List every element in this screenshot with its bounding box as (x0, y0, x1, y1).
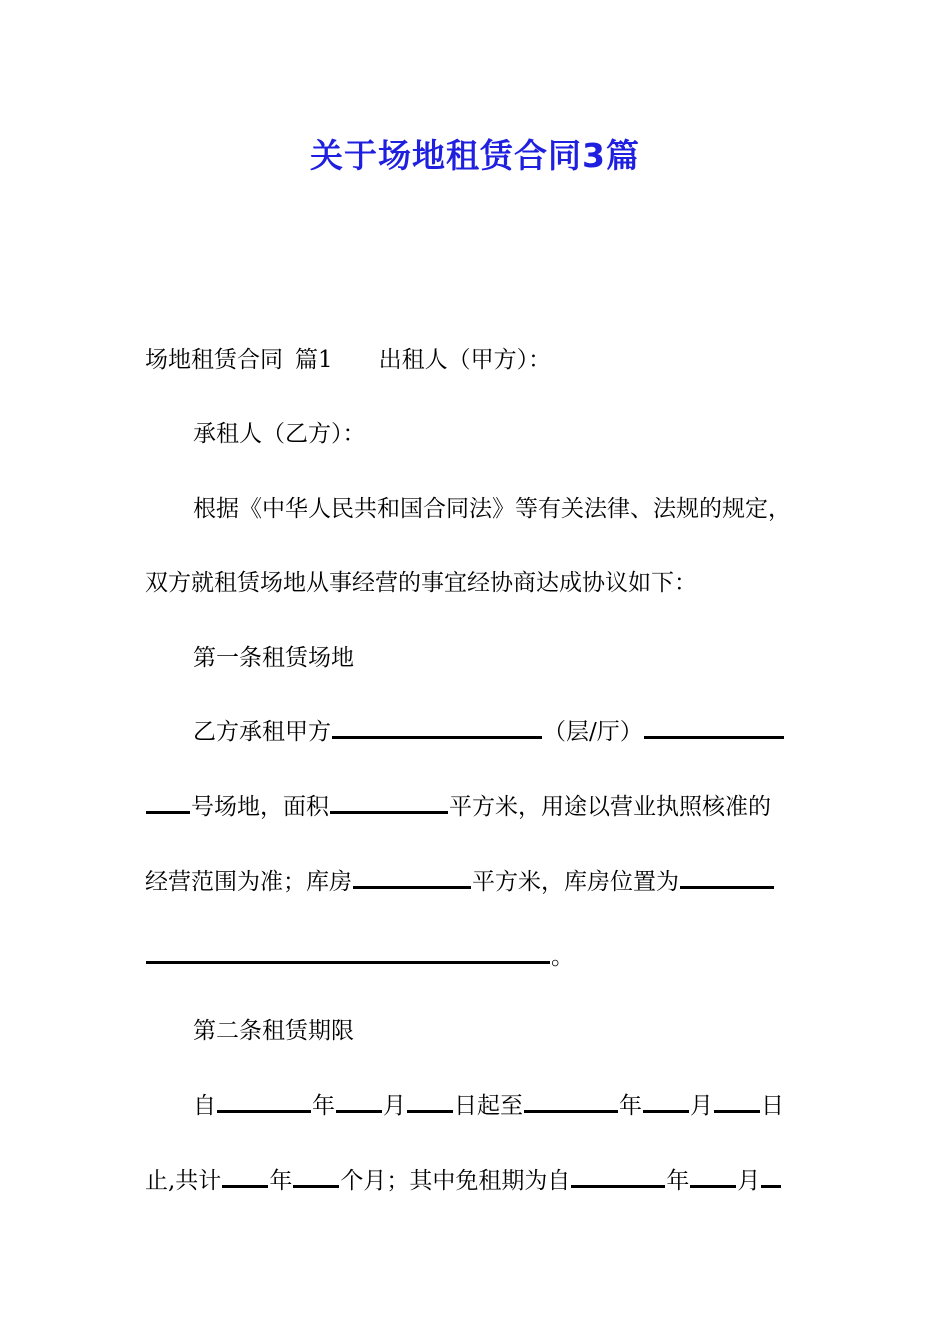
article2-text-12: 月 (737, 1168, 761, 1194)
article2-text-9: 年 (269, 1168, 293, 1194)
blank-start-year[interactable] (217, 1092, 311, 1113)
article2-text-5: 年 (619, 1093, 642, 1119)
blank-storage-area[interactable] (353, 868, 471, 889)
article2-text-7: 日 (761, 1093, 784, 1119)
blank-start-month[interactable] (336, 1092, 382, 1113)
heading-number: 篇1 (295, 347, 333, 373)
blank-area[interactable] (330, 793, 448, 814)
article1-text-3: 号场地，面积 (191, 794, 329, 820)
lessor-label: 出租人（甲方）： (378, 347, 552, 373)
article1-title (193, 644, 354, 672)
article1-line-1 (193, 718, 785, 746)
blank-free-start-day[interactable] (761, 1167, 781, 1188)
blank-end-year[interactable] (524, 1092, 618, 1113)
intro-text-2: 双方就租赁场地从事经营的事宜经协商达成协议如下： (145, 570, 697, 596)
article1-text-6: 平方米，库房位置为 (472, 869, 679, 895)
heading-line (145, 346, 551, 374)
blank-free-start-month[interactable] (690, 1167, 736, 1188)
article1-title-text: 第一条租赁场地 (193, 645, 354, 671)
blank-end-day[interactable] (714, 1092, 760, 1113)
article2-text-3: 月 (383, 1093, 406, 1119)
article2-line-1 (193, 1092, 784, 1120)
lessee-line (193, 420, 366, 448)
blank-floor[interactable] (332, 718, 542, 739)
document-title: 关于场地租赁合同3篇 (310, 136, 640, 175)
article2-line-2 (145, 1167, 782, 1195)
intro-line-1 (193, 495, 791, 523)
lessee-label: 承租人（乙方）： (193, 421, 366, 447)
blank-end-month[interactable] (643, 1092, 689, 1113)
blank-hall[interactable] (644, 718, 784, 739)
article1-line-2 (145, 793, 771, 821)
blank-storage-location-cont[interactable] (146, 943, 550, 964)
article1-text-7: 。 (551, 944, 574, 970)
article2-text-8: 止,共计 (145, 1168, 222, 1194)
blank-storage-location[interactable] (680, 868, 774, 889)
blank-free-start-year[interactable] (571, 1167, 665, 1188)
article2-text-1: 自 (193, 1093, 216, 1119)
article1-line-4 (145, 943, 574, 971)
intro-text-1: 根据《中华人民共和国合同法》等有关法律、法规的规定， (193, 496, 791, 522)
article2-text-2: 年 (312, 1093, 335, 1119)
blank-total-years[interactable] (222, 1167, 268, 1188)
intro-line-2 (145, 569, 697, 597)
blank-site-number[interactable] (146, 793, 190, 814)
article1-text-1: 乙方承租甲方 (193, 719, 331, 745)
article2-title (193, 1017, 354, 1045)
article2-text-6: 月 (690, 1093, 713, 1119)
article1-text-4: 平方米，用途以营业执照核准的 (449, 794, 771, 820)
article2-title-text: 第二条租赁期限 (193, 1018, 354, 1044)
blank-total-months[interactable] (293, 1167, 339, 1188)
blank-start-day[interactable] (407, 1092, 453, 1113)
article1-text-2: （层/厅） (543, 719, 643, 745)
article2-text-10: 个月；其中免租期为自 (340, 1168, 571, 1194)
article1-line-3 (145, 868, 775, 896)
heading-label: 场地租赁合同 (145, 347, 283, 373)
article2-text-4: 日起至 (454, 1093, 523, 1119)
article1-text-5: 经营范围为准；库房 (145, 869, 352, 895)
article2-text-11: 年 (666, 1168, 690, 1194)
